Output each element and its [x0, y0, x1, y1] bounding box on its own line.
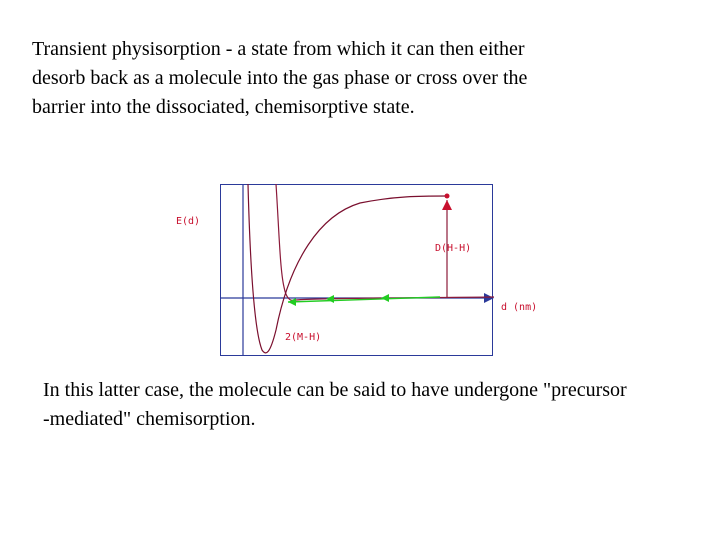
- distance-axis-label: d (nm): [501, 302, 538, 313]
- conclusion-line-1: In this latter case, the molecule can be said to have undergone "precursor: [43, 379, 627, 401]
- path-arrow-right: [381, 294, 389, 302]
- conclusion-line-2: -mediated" chemisorption.: [43, 408, 256, 430]
- dissociation-marker-dot: [445, 194, 450, 199]
- intro-line-1: Transient physisorption - a state from which it can then either: [32, 38, 525, 60]
- intro-line-3: barrier into the dissociated, chemisorptive state.: [32, 96, 415, 118]
- energy-axis-label: E(d): [176, 216, 201, 227]
- chemisorption-energy-label: 2(M-H): [285, 332, 322, 343]
- path-arrow-middle: [326, 295, 334, 303]
- intro-line-2: desorb back as a molecule into the gas phase or cross over the: [32, 67, 528, 89]
- dissociation-arrowhead: [442, 200, 452, 210]
- conclusion-paragraph: [43, 376, 720, 434]
- dissociation-energy-label: D(H-H): [435, 243, 472, 254]
- x-axis-arrowhead: [484, 293, 494, 303]
